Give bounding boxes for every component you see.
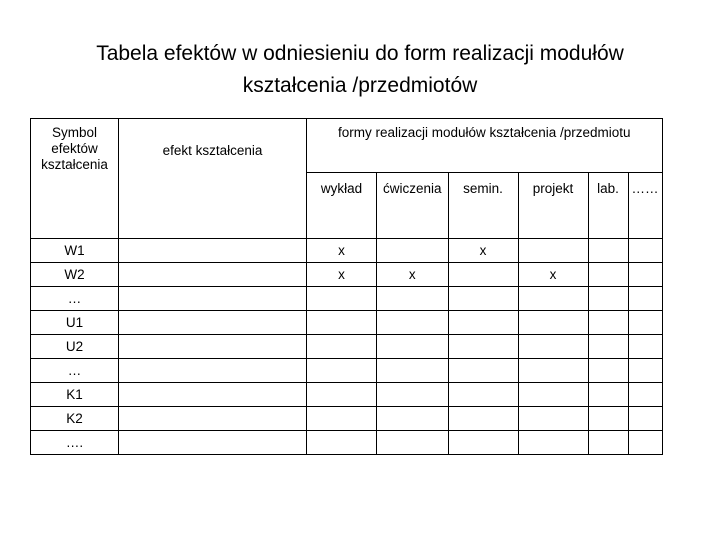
row-efekt-cell — [119, 431, 307, 455]
header-efekt: efekt kształcenia — [119, 119, 307, 239]
row-form-cell — [588, 383, 628, 407]
row-form-cell — [377, 311, 449, 335]
row-symbol: U2 — [31, 335, 119, 359]
row-form-cell — [448, 407, 518, 431]
row-form-cell — [448, 287, 518, 311]
row-form-cell: x — [377, 263, 449, 287]
row-form-cell — [307, 311, 377, 335]
header-symbol: Symbol efektów kształcenia — [31, 119, 119, 239]
row-form-cell — [518, 407, 588, 431]
row-form-cell — [628, 359, 662, 383]
row-form-cell — [377, 407, 449, 431]
row-form-cell — [588, 287, 628, 311]
row-efekt-cell — [119, 335, 307, 359]
row-form-cell — [448, 383, 518, 407]
row-symbol: … — [31, 287, 119, 311]
row-symbol: K1 — [31, 383, 119, 407]
table-row — [31, 287, 663, 311]
row-form-cell — [448, 431, 518, 455]
row-form-cell — [628, 335, 662, 359]
row-form-cell — [628, 383, 662, 407]
row-efekt-cell — [119, 383, 307, 407]
row-form-cell — [588, 239, 628, 263]
row-form-cell — [588, 311, 628, 335]
row-form-cell — [377, 287, 449, 311]
table-row — [31, 239, 663, 263]
table-row — [31, 359, 663, 383]
row-form-cell — [448, 311, 518, 335]
row-form-cell — [377, 431, 449, 455]
row-efekt-cell — [119, 239, 307, 263]
header-form-projekt: projekt — [518, 173, 588, 239]
row-efekt-cell — [119, 359, 307, 383]
row-form-cell: x — [448, 239, 518, 263]
row-form-cell — [588, 335, 628, 359]
table-row — [31, 431, 663, 455]
row-form-cell: x — [307, 239, 377, 263]
row-form-cell — [307, 287, 377, 311]
row-efekt-cell — [119, 311, 307, 335]
effects-table — [30, 118, 663, 455]
row-form-cell — [377, 335, 449, 359]
row-form-cell — [588, 431, 628, 455]
row-form-cell — [307, 383, 377, 407]
table-row — [31, 407, 663, 431]
row-form-cell — [307, 407, 377, 431]
row-form-cell — [518, 431, 588, 455]
row-form-cell — [588, 359, 628, 383]
page-title — [40, 38, 680, 102]
title-line-2: kształcenia /przedmiotów — [242, 74, 478, 97]
row-form-cell — [628, 239, 662, 263]
table-row — [31, 335, 663, 359]
row-form-cell — [377, 359, 449, 383]
row-form-cell — [448, 263, 518, 287]
header-form-more: …… — [628, 173, 662, 239]
row-form-cell — [628, 407, 662, 431]
row-symbol: W2 — [31, 263, 119, 287]
row-form-cell — [377, 239, 449, 263]
row-form-cell — [377, 383, 449, 407]
row-form-cell — [518, 335, 588, 359]
table-row — [31, 383, 663, 407]
row-efekt-cell — [119, 287, 307, 311]
row-form-cell — [628, 431, 662, 455]
row-form-cell — [588, 407, 628, 431]
row-symbol: U1 — [31, 311, 119, 335]
row-form-cell — [588, 263, 628, 287]
table-row — [31, 311, 663, 335]
row-form-cell: x — [307, 263, 377, 287]
row-symbol: …. — [31, 431, 119, 455]
title-line-1: Tabela efektów w odniesieniu do form realizacji modułów — [96, 42, 624, 65]
header-form-lab: lab. — [588, 173, 628, 239]
row-form-cell — [518, 383, 588, 407]
header-form-cwiczenia: ćwiczenia — [377, 173, 449, 239]
row-form-cell: x — [518, 263, 588, 287]
row-efekt-cell — [119, 263, 307, 287]
row-form-cell — [307, 359, 377, 383]
row-form-cell — [518, 239, 588, 263]
row-efekt-cell — [119, 407, 307, 431]
row-form-cell — [448, 359, 518, 383]
header-form-semin: semin. — [448, 173, 518, 239]
row-symbol: … — [31, 359, 119, 383]
row-symbol: K2 — [31, 407, 119, 431]
table-row — [31, 263, 663, 287]
header-formy: formy realizacji modułów kształcenia /przedmiotu — [307, 119, 663, 173]
row-form-cell — [448, 335, 518, 359]
row-form-cell — [307, 335, 377, 359]
row-symbol: W1 — [31, 239, 119, 263]
row-form-cell — [628, 263, 662, 287]
row-form-cell — [518, 287, 588, 311]
row-form-cell — [518, 311, 588, 335]
row-form-cell — [307, 431, 377, 455]
row-form-cell — [518, 359, 588, 383]
header-form-wyklad: wykład — [307, 173, 377, 239]
row-form-cell — [628, 287, 662, 311]
row-form-cell — [628, 311, 662, 335]
